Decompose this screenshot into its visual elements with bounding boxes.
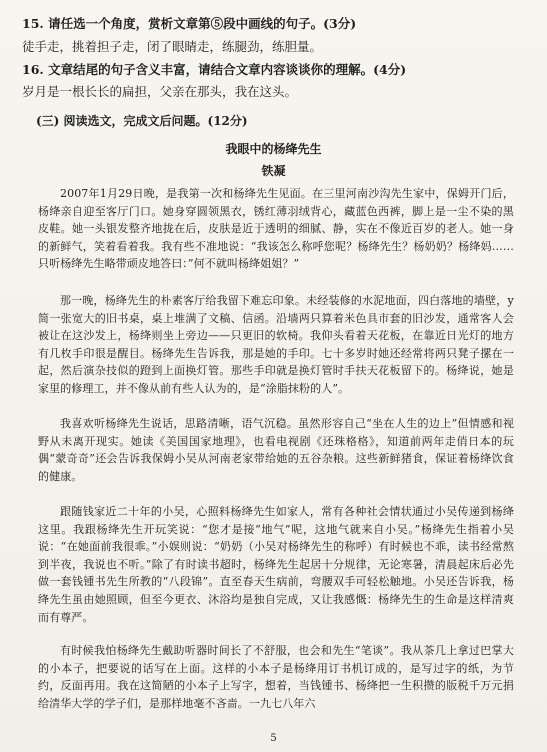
article-paragraph-5-text: 有时候我怕杨绛先生戴助听器时间长了不舒服，也会和先生“笔谈”。我从茶几上拿过巴掌大的小本子，把要说的话写在上面。这样的小本子是杨绛用订书机订成的，是写过字的纸，为节约，反面再用。我在这简陋的小本子上写字，想着，当钱锺书、杨绛把一生积攒的版税千万元捐给清华大学的学子们，是那样地毫不吝啬。一九七八年六 bbox=[38, 644, 514, 710]
question-16-prompt: 16. 文章结尾的句子含义丰富，请结合文章内容谈谈你的理解。(4分) bbox=[22, 62, 407, 77]
section-3-heading: (三) 阅读选文，完成文后问题。(12分) bbox=[36, 114, 248, 128]
article-paragraph-4-text: 跟随钱家近二十年的小吴，心照料杨绛先生如家人，常有各种社会情状通过小吴传递到杨绛这里。我跟杨绛先生开玩笑说：“您才是接“地气”呢，这地气就来自小吴。”杨绛先生指着小吴说：“在她面前我很乖。”小娱则说：“奶奶（小吴对杨绛先生的称呼）有时候也不乖，读书经常熬到半夜，我说也不听。”除了有时读书超时，杨绛先生起居十分规律，无论寒暑，清晨起床后必先做一套钱锺书先生所教的“八段锦”。直至春天生病前，弯腰双手可轻松触地。小吴还告诉我，杨绛先生虽由她照顾，但至今更衣、沐浴均是独自完成，又让我感慨：杨绛先生的生命是这样清爽而有尊严。 bbox=[38, 505, 514, 624]
article-paragraph-5 bbox=[38, 642, 514, 712]
article-paragraph-1-text: 2007年1月29日晚，是我第一次和杨绛先生见面。在三里河南沙沟先生家中，保姆开门后，杨绛亲自迎至客厅门口。她身穿圆领黑衣，锈红薄羽绒背心，藏蓝色西裤，脚上是一尘不染的黑皮鞋。她一头银发整齐地拢在后，皮肤是近于透明的细腻、静，实在不像近百岁的老人。她一身的新鲜气，笑着看着我。我有些不准地说：“我该怎么称呼您呢？杨绛先生？杨奶奶？杨绛妈……只听杨绛先生略带顽皮地答曰：”何不就叫杨绛姐姐？” bbox=[38, 187, 514, 271]
article-paragraph-2 bbox=[38, 292, 514, 398]
question-16-answer: 岁月是一根长长的扁担，父亲在那头，我在这头。 bbox=[22, 84, 298, 99]
question-15-answer: 徒手走，挑着担子走，闭了眼睛走，练腿劲，练胆量。 bbox=[22, 39, 323, 54]
article-paragraph-1 bbox=[38, 185, 514, 273]
article-paragraph-3 bbox=[38, 415, 514, 485]
page-number: 5 bbox=[270, 733, 277, 744]
article-author: 铁凝 bbox=[261, 164, 286, 178]
article-title: 我眼中的杨绛先生 bbox=[225, 142, 322, 156]
question-15-prompt: 15. 请任选一个角度，赏析文章第⑤段中画线的句子。(3分) bbox=[22, 16, 357, 31]
article-paragraph-3-text: 我喜欢听杨绛先生说话，思路清晰，语气沉稳。虽然形容自己“坐在人生的边上”但情感和视野从未离开现实。她读《美国国家地理》，也看电视剧《还珠格格》，知道前两年走俏日本的玩偶“蒙奇奇”还会告诉我保姆小吴从河南老家带给她的五谷杂粮。这些新鲜猪食，保证着杨绛饮食的健康。 bbox=[38, 417, 514, 483]
article-paragraph-4 bbox=[38, 503, 514, 626]
article-paragraph-2-text: 那一晚，杨绛先生的朴素客厅给我留下难忘印象。未经装修的水泥地面，四白落地的墙壁，у简一张宽大的旧书桌，桌上堆满了文稿、信函。沿墙两只算着米色具市套的旧沙发，通常客人会被让在这沙发上，杨绛则坐上旁边——只更旧的软椅。我仰头看着天花板，在靠近日光灯的地方有几枚手印很是醒目。杨绛先生告诉我，那是她的手印。七十多岁时她还经常将两只凳子摞在一起，然后演杂技似的蹬到上面换灯管。那些手印就是换灯管时手扶天花板留下的。杨绛说，她是家里的修理工，并不像从前有些人认为的，是“涂脂抹粉的人”。 bbox=[38, 294, 514, 395]
